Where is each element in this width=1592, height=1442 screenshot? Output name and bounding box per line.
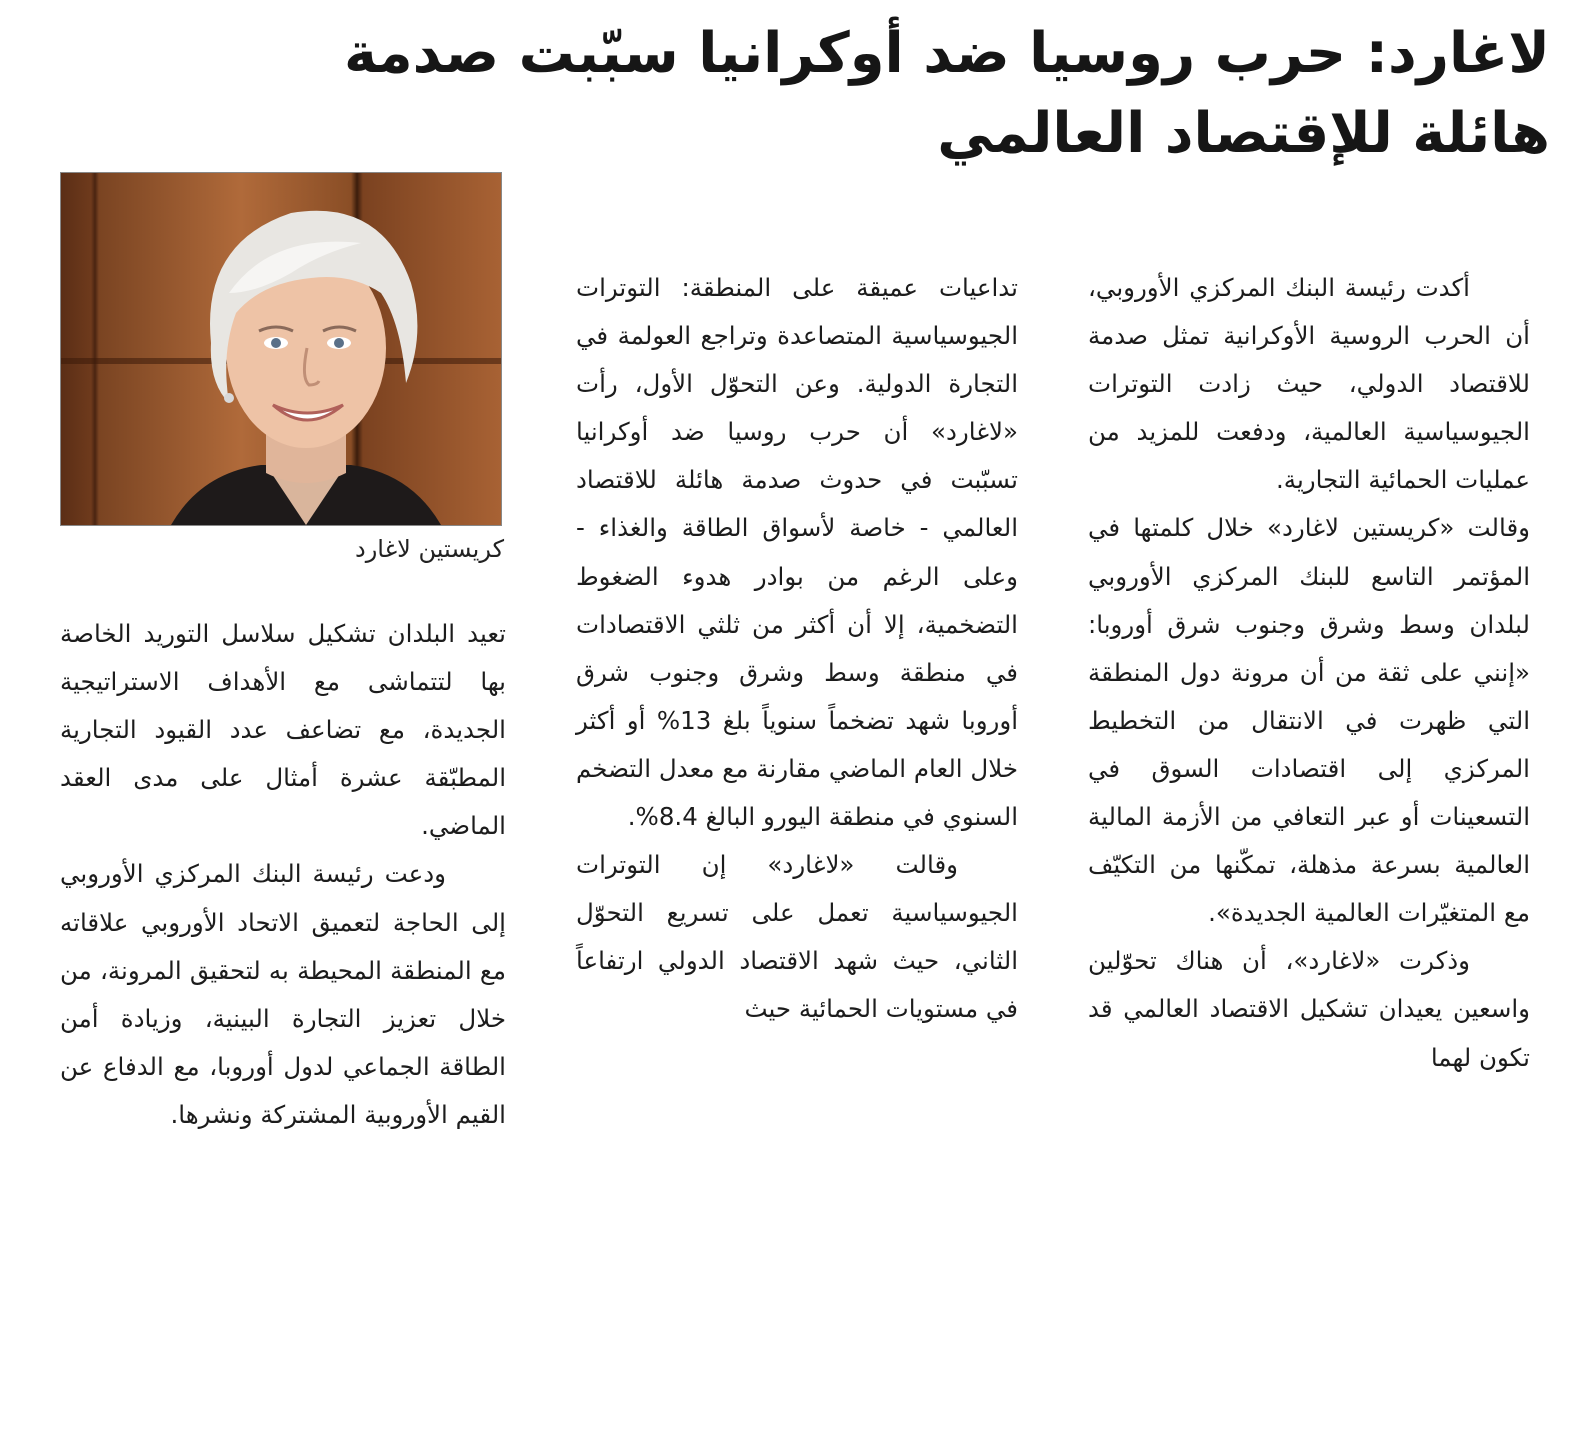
headline-line-2: هائلة للإقتصاد العالمي xyxy=(937,101,1550,166)
portrait-illustration xyxy=(61,173,501,525)
article-column-right xyxy=(1088,264,1530,1082)
article-column-middle xyxy=(576,264,1018,1034)
headline-line-1: لاغارد: حرب روسيا ضد أوكرانيا سبّبت صدمة xyxy=(344,21,1550,86)
paragraph: وقالت «كريستين لاغارد» خلال كلمتها في المؤتمر التاسع للبنك المركزي الأوروبي لبلدان وسط وشرق وجنوب شرق أوروبا: «إنني على ثقة من أن مرونة دول المنطقة التي ظهرت في الانتقال من التخطيط المركزي إلى اقتصادات السوق في التسعينات أو عبر التعافي من الأزمة المالية العالمية بسرعة مذهلة، تمكّنها من التكيّف مع المتغيّرات العالمية الجديدة». xyxy=(1088,513,1530,928)
paragraph: تعيد البلدان تشكيل سلاسل التوريد الخاصة بها لتتماشى مع الأهداف الاستراتيجية الجديدة، مع تضاعف عدد القيود التجارية المطبّقة عشرة أمثال على مدى العقد الماضي. xyxy=(60,619,506,841)
paragraph: ودعت رئيسة البنك المركزي الأوروبي إلى الحاجة لتعميق الاتحاد الأوروبي علاقاته مع المنطقة المحيطة به لتحقيق المرونة، من خلال تعزيز التجارة البينية، وزيادة أمن الطاقة الجماعي لدول أوروبا، مع الدفاع عن القيم الأوروبية المشتركة ونشرها. xyxy=(60,859,506,1129)
article-column-left xyxy=(60,610,506,1139)
photo-caption: كريستين لاغارد xyxy=(355,535,504,563)
portrait-photo xyxy=(60,172,502,526)
paragraph: وقالت «لاغارد» إن التوترات الجيوسياسية تعمل على تسريع التحوّل الثاني، حيث شهد الاقتصاد الدولي ارتفاعاً في مستويات الحمائية حيث xyxy=(576,850,1018,1024)
paragraph: وذكرت «لاغارد»، أن هناك تحوّلين واسعين يعيدان تشكيل الاقتصاد العالمي قد تكون لهما xyxy=(1088,946,1530,1072)
paragraph: تداعيات عميقة على المنطقة: التوترات الجيوسياسية المتصاعدة وتراجع العولمة في التجارة الدولية. وعن التحوّل الأول، رأت «لاغارد» أن حرب روسيا ضد أوكرانيا تسبّبت في حدوث صدمة هائلة للاقتصاد العالمي - خاصة لأسواق الطاقة والغذاء - وعلى الرغم من بوادر هدوء الضغوط التضخمية، إلا أن أكثر من ثلثي الاقتصادات في منطقة وسط وشرق وجنوب شرق أوروبا شهد تضخماً سنوياً بلغ 13% أو أكثر خلال العام الماضي مقارنة مع معدل التضخم السنوي في منطقة اليورو البالغ 8.4%. xyxy=(576,273,1018,832)
article-headline xyxy=(50,14,1550,174)
paragraph: أكدت رئيسة البنك المركزي الأوروبي، أن الحرب الروسية الأوكرانية تمثل صدمة للاقتصاد الدولي، حيث زادت التوترات الجيوسياسية العالمية، ودفعت للمزيد من عمليات الحمائية التجارية. xyxy=(1088,273,1530,495)
